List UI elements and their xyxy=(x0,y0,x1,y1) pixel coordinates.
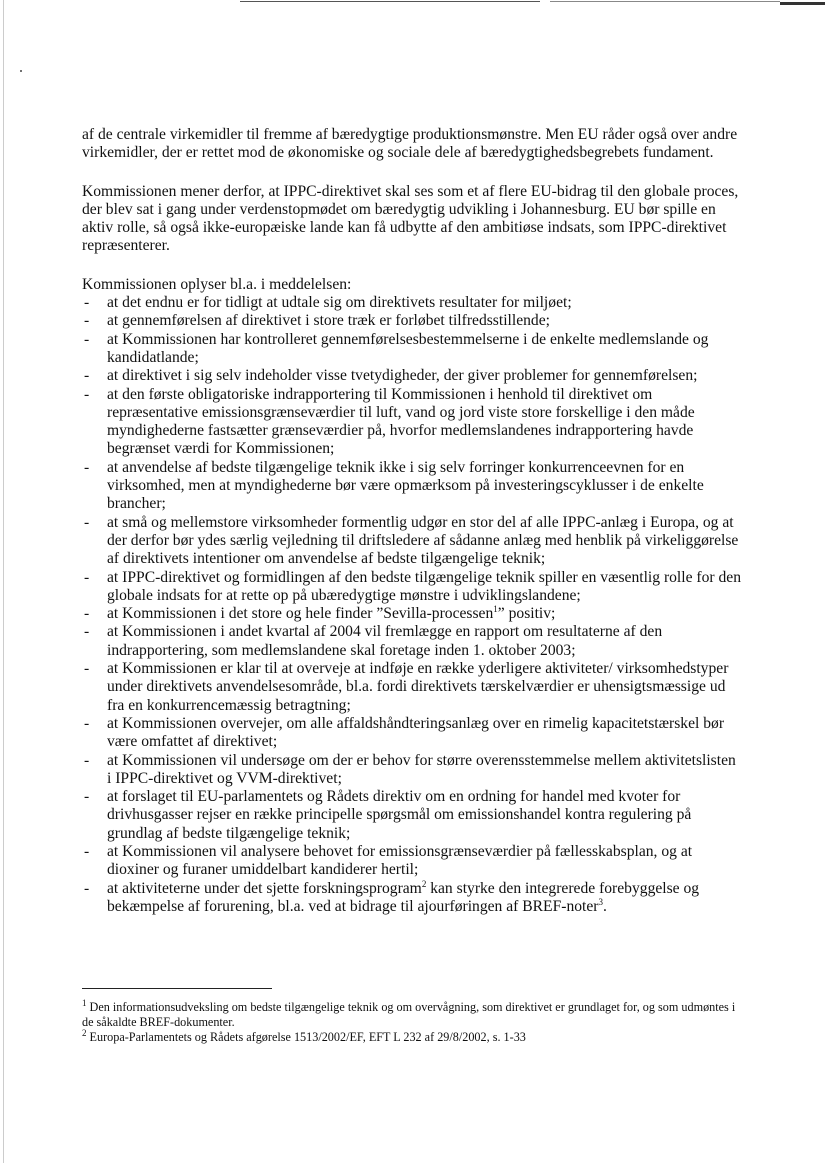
scan-line xyxy=(240,1,540,2)
dash-marker: - xyxy=(84,605,90,623)
footnote xyxy=(82,1027,742,1045)
list-item-text: at direktivet i sig selv indeholder visse tvetydigheder, der giver problemer for gennemførelsen; xyxy=(107,367,698,385)
dash-marker: - xyxy=(84,714,90,732)
list-item-text-part: . xyxy=(603,897,607,915)
list-item xyxy=(82,843,742,880)
scan-edge-lines xyxy=(240,0,827,5)
dash-marker: - xyxy=(84,294,90,312)
footnotes xyxy=(82,997,742,1044)
list-item-text: at Kommissionen overvejer, om alle affaldshåndteringsanlæg over en rimelig kapacitetstærskel bør være omfattet af direktivet; xyxy=(107,714,725,751)
scan-line xyxy=(550,1,780,2)
list-item-text: at forslaget til EU-parlamentets og Rådets direktiv om en ordning for handel med kvoter for drivhusgasser rejser en række principelle spørgsmål om emissionshandel kontra regulering på grundlag af bedste tilgængelige teknik; xyxy=(107,788,692,842)
list-item xyxy=(82,312,742,330)
dash-marker: - xyxy=(84,751,90,769)
list-item xyxy=(82,660,742,715)
dash-marker: - xyxy=(84,568,90,586)
bullet-list xyxy=(82,294,742,916)
list-item-text-part: at Kommissionen i det store og hele finder ”Sevilla-processen xyxy=(107,605,494,623)
footnote-mark: 2 xyxy=(82,1027,87,1038)
document-body xyxy=(82,126,742,916)
dash-marker: - xyxy=(84,312,90,330)
dash-marker: - xyxy=(84,842,90,860)
dash-marker: - xyxy=(84,367,90,385)
list-item xyxy=(82,788,742,843)
list-item xyxy=(82,880,742,917)
paragraph-gap xyxy=(82,163,742,183)
footnote-ref: 2 xyxy=(421,878,427,889)
list-item xyxy=(82,367,742,385)
footnote xyxy=(82,997,742,1030)
footnote-ref: 3 xyxy=(598,896,603,907)
scan-margin-line xyxy=(3,0,4,1163)
list-item xyxy=(82,459,742,514)
scan-speck xyxy=(20,70,22,72)
dash-marker: - xyxy=(84,788,90,806)
list-item-text: at Kommissionen er klar til at overveje at indføje en række yderligere aktiviteter/ virksomhedstyper under direktivets anvendelsesområde, bl.a. fordi direktivets tærskelværdier er uhensigtsmæssige ud fra en konkurrencemæssig betragtning; xyxy=(107,660,729,714)
list-item xyxy=(82,331,742,368)
dash-marker: - xyxy=(84,458,90,476)
list-item-text-part: kan styrke den integrerede forebyggelse og bekæmpelse af forurening, bl.a. ved at bidrage til ajourføringen af BREF-noter xyxy=(107,879,700,915)
list-item xyxy=(82,386,742,459)
dash-marker: - xyxy=(84,660,90,678)
dash-marker: - xyxy=(84,513,90,531)
footnote-separator xyxy=(82,988,272,989)
dash-marker: - xyxy=(84,385,90,403)
list-item xyxy=(82,715,742,752)
paragraph-gap xyxy=(82,256,742,276)
second-paragraph: Kommissionen mener derfor, at IPPC-direktivet skal ses som et af flere EU-bidrag til den globale proces, der blev sat i gang under verdenstopmødet om bæredygtig udvikling i Johannesburg. EU bør spille en aktiv rolle, så også ikke-europæiske lande kan få udbytte af den ambitiøse indsats, som IPPC-direktivet repræsenterer. xyxy=(82,182,739,255)
intro-paragraph: af de centrale virkemidler til fremme af bæredygtige produktionsmønstre. Men EU råder også over andre virkemidler, der er rettet mod de økonomiske og sociale dele af bæredygtighedsbegrebets fundament. xyxy=(82,126,738,162)
footnote-ref: 1 xyxy=(493,603,498,614)
footnote-text: Den informationsudveksling om bedste tilgængelige teknik og om overvågning, som direktivet er grundlaget for, og som udmøntes i de såkaldte BREF-dokumenter. xyxy=(82,1000,736,1029)
list-item xyxy=(82,623,742,660)
list-item-text: at små og mellemstore virksomheder formentlig udgør en stor del af alle IPPC-anlæg i Europa, og at der derfor bør ydes særlig vejledning til driftsledere af sådanne anlæg med henblik på virkeliggørelse af direktivets intentioner om anvendelse af bedste tilgængelige teknik; xyxy=(107,513,739,568)
list-item-text: at den første obligatoriske indrapportering til Kommissionen i henhold til direktivet om repræsentative emissionsgrænseværdier til luft, vand og jord viste store forskellige i den måde myndighederne fastsætter grænseværdier på, hvorfor medlemslandenes indrapportering havde begrænset værdi for Kommissionen; xyxy=(107,385,695,458)
list-item-text-part: at aktiviteterne under det sjette forskningsprogram xyxy=(107,879,422,897)
list-item xyxy=(82,605,742,623)
list-item xyxy=(82,294,742,312)
list-item xyxy=(82,514,742,569)
list-item-text: at anvendelse af bedste tilgængelige teknik ikke i sig selv forringer konkurrenceevnen for en virksomhed, men at myndighederne bør være opmærksom på investeringscyklusser i de enkelte brancher; xyxy=(107,458,704,513)
footnote-text: Europa-Parlamentets og Rådets afgørelse 1513/2002/EF, EFT L 232 af 29/8/2002, s. 1-33 xyxy=(86,1029,526,1044)
footnote-mark: 1 xyxy=(82,997,87,1008)
list-item-text: at gennemførelsen af direktivet i store træk er forløbet tilfredsstillende; xyxy=(107,312,550,330)
list-item-text: at Kommissionen vil analysere behovet for emissionsgrænseværdier på fællesskabsplan, og at dioxiner og furaner umiddelbart kandiderer hertil; xyxy=(107,842,693,879)
list-item-text-part: ” positiv; xyxy=(497,605,556,623)
list-intro: Kommissionen oplyser bl.a. i meddelelsen: xyxy=(82,275,352,293)
list-item-text: at Kommissionen vil undersøge om der er behov for større overensstemmelse mellem aktivitetslisten i IPPC-direktivet og VVM-direktivet; xyxy=(107,751,736,787)
list-item-text: at Kommissionen har kontrolleret gennemførelsesbestemmelserne i de enkelte medlemslande og kandidatlande; xyxy=(107,330,709,366)
list-item xyxy=(82,752,742,789)
list-item-text: at Kommissionen i andet kvartal af 2004 vil fremlægge en rapport om resultaterne af den indrapportering, som medlemslandene skal foretage inden 1. oktober 2003; xyxy=(107,623,663,659)
dash-marker: - xyxy=(84,330,90,348)
scan-line xyxy=(780,2,825,5)
list-item-text xyxy=(107,605,555,622)
list-item-text: at det endnu er for tidligt at udtale sig om direktivets resultater for miljøet; xyxy=(107,294,572,312)
list-item-text: at IPPC-direktivet og formidlingen af den bedste tilgængelige teknik spiller en væsentlig rolle for den globale indsats for at rette op på ubæredygtige mønstre i udviklingslandene; xyxy=(107,568,742,604)
list-item xyxy=(82,569,742,606)
dash-marker: - xyxy=(84,879,90,897)
list-item-text xyxy=(107,880,699,915)
dash-marker: - xyxy=(84,623,90,641)
